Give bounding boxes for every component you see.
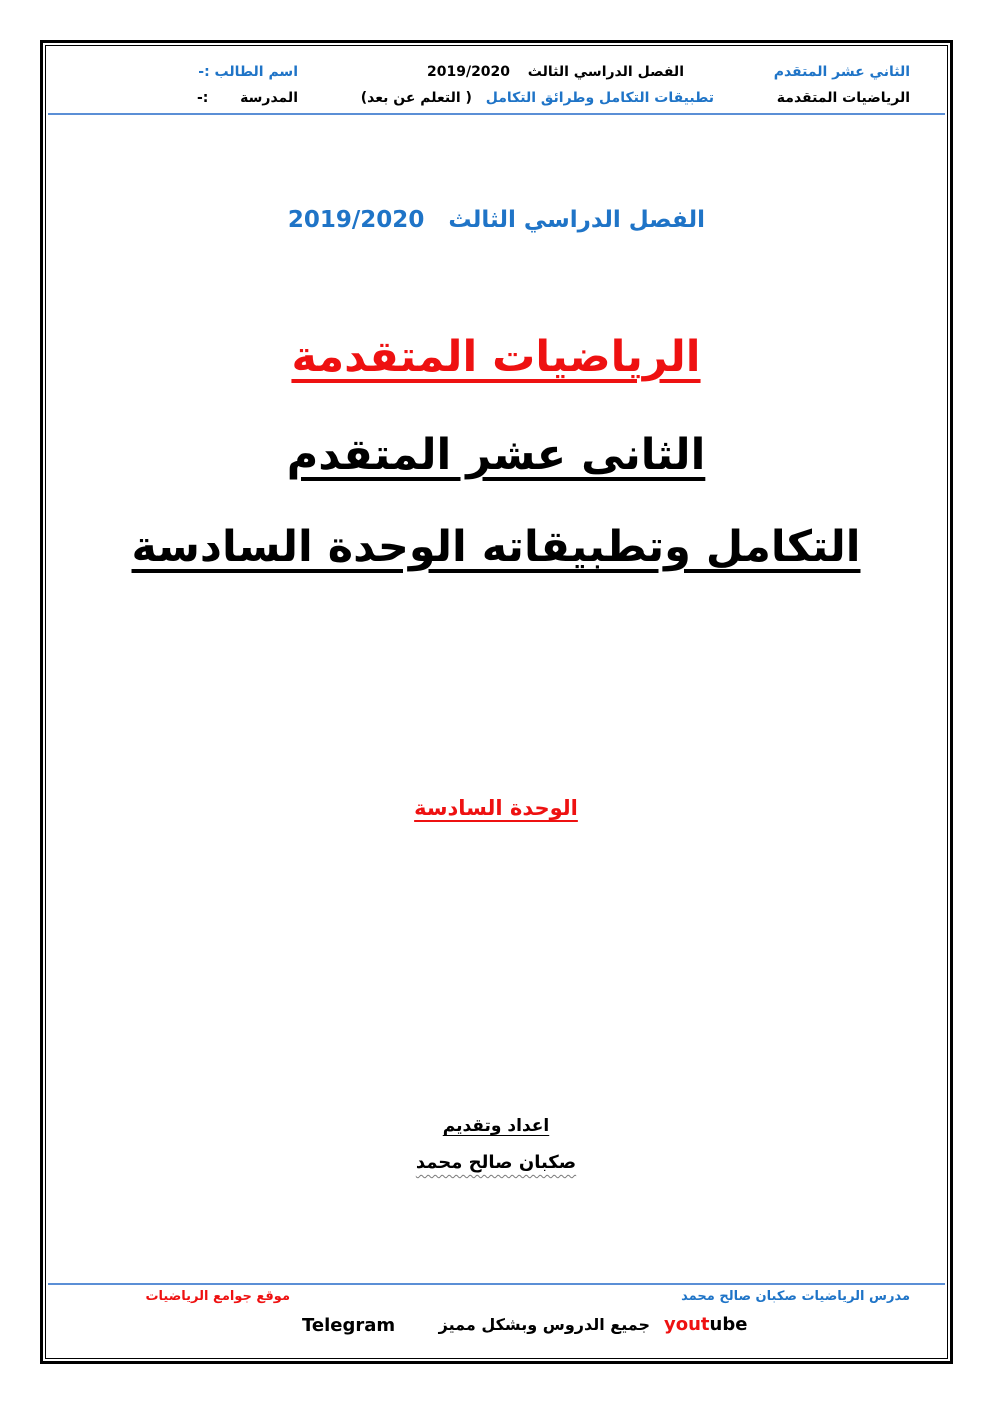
header-semester [427,64,684,80]
youtube-label-red: yout [664,1314,710,1335]
prepared-by-label: اعداد وتقديم [442,1116,550,1136]
header-topic-black: ( التعلم عن بعد) [360,90,472,106]
unit-label: الوحدة السادسة [414,796,578,820]
author-name: صكبان صالح محمد [415,1152,577,1173]
header-school-suffix: :- [196,90,209,106]
main-semester-text: الفصل الدراسي الثالث [448,207,705,233]
title-unit: التكامل وتطبيقاته الوحدة السادسة [131,522,861,572]
header-divider [48,113,945,115]
header-school-label: المدرسة [240,90,298,106]
header-semester-text: الفصل الدراسي الثالث [527,64,684,80]
header-grade: الثاني عشر المتقدم [773,64,910,80]
telegram-label[interactable]: Telegram [302,1315,396,1336]
header-student-name-label: اسم الطالب :- [198,64,298,80]
footer-teacher: مدرس الرياضيات صكبان صالح محمد [681,1289,910,1304]
youtube-label-black: ube [709,1314,748,1335]
footer-site: موقع جوامع الرياضيات [145,1289,290,1304]
footer-divider [48,1283,945,1285]
header-topic [361,90,714,106]
header-subject: الرياضيات المتقدمة [776,90,910,106]
main-semester-year: 2019/2020 [287,207,425,233]
header-semester-year: 2019/2020 [426,64,511,80]
youtube-label[interactable] [664,1314,747,1335]
main-semester [288,207,705,233]
title-grade: الثانى عشر المتقدم [286,430,706,480]
title-subject: الرياضيات المتقدمة [291,332,701,382]
header-topic-blue: تطبيقات التكامل وطرائق التكامل [485,90,714,106]
footer-lessons: جميع الدروس وبشكل مميز [438,1315,650,1334]
header-school [197,90,298,106]
